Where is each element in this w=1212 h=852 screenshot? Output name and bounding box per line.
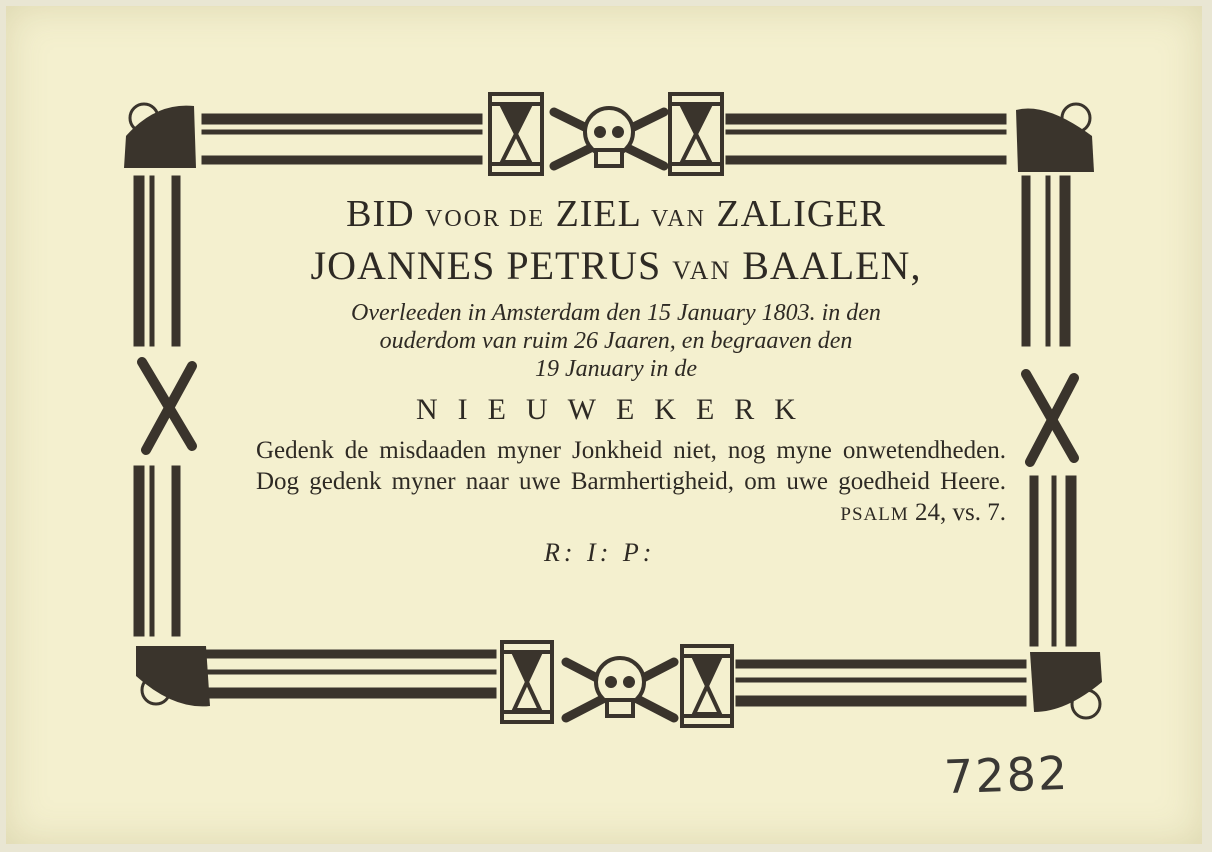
- verse-reference: 24, vs. 7.: [915, 499, 1006, 526]
- bottom-right-rule: [736, 660, 1026, 668]
- heading-bid: BID: [346, 193, 415, 235]
- deceased-name: [216, 242, 1016, 289]
- verse-psalm-label: PSALM: [840, 504, 909, 525]
- card-text: [216, 192, 1016, 568]
- hourglass-icon: [682, 646, 732, 726]
- church-name: NIEUWEKERK: [416, 393, 816, 426]
- heading-zaliger: ZALIGER: [716, 193, 886, 235]
- name-surname: BAALEN,: [742, 243, 922, 288]
- cherub-icon: [1030, 652, 1102, 718]
- catalog-number: 7282: [943, 745, 1070, 805]
- crossed-torches-icon: [142, 362, 192, 450]
- crossed-torches-icon: [1026, 374, 1074, 462]
- heading-van: VAN: [650, 206, 706, 232]
- top-right-rule: [726, 114, 1006, 124]
- heading-ziel: ZIEL: [555, 193, 641, 235]
- skull-crossbones-icon: [554, 108, 664, 166]
- death-details-line: 19 January in de: [535, 356, 697, 382]
- prayer-heading: [216, 192, 1016, 236]
- name-given: JOANNES PETRUS: [310, 243, 662, 288]
- death-details-line: Overleeden in Amsterdam den 15 January 1803. in den: [351, 300, 881, 326]
- cherub-icon: [1016, 104, 1094, 172]
- bottom-left-rule: [206, 650, 496, 658]
- death-details-line: ouderdom van ruim 26 Jaaren, en begraaven den: [379, 328, 853, 354]
- hourglass-icon: [670, 94, 722, 174]
- top-left-rule: [202, 114, 482, 124]
- verse-text: Gedenk de misdaaden myner Jonkheid niet, nog myne onwetendheden. Dog gedenk myner naar uwe Barmhertigheid, om uwe goedheid Heere.: [256, 437, 1006, 495]
- left-pillar: [134, 176, 144, 346]
- rip-closing: R: I: P:: [544, 538, 656, 567]
- right-pillar: [1022, 176, 1030, 346]
- cherub-icon: [136, 646, 210, 706]
- cherub-icon: [124, 104, 196, 168]
- heading-voor-de: VOOR DE: [425, 206, 546, 232]
- death-details: [216, 299, 1016, 383]
- name-van: VAN: [672, 256, 732, 285]
- hourglass-icon: [490, 94, 542, 174]
- psalm-verse: [216, 435, 1016, 530]
- hourglass-icon: [502, 642, 552, 722]
- memorial-card: [6, 6, 1202, 844]
- skull-crossbones-icon: [566, 658, 674, 718]
